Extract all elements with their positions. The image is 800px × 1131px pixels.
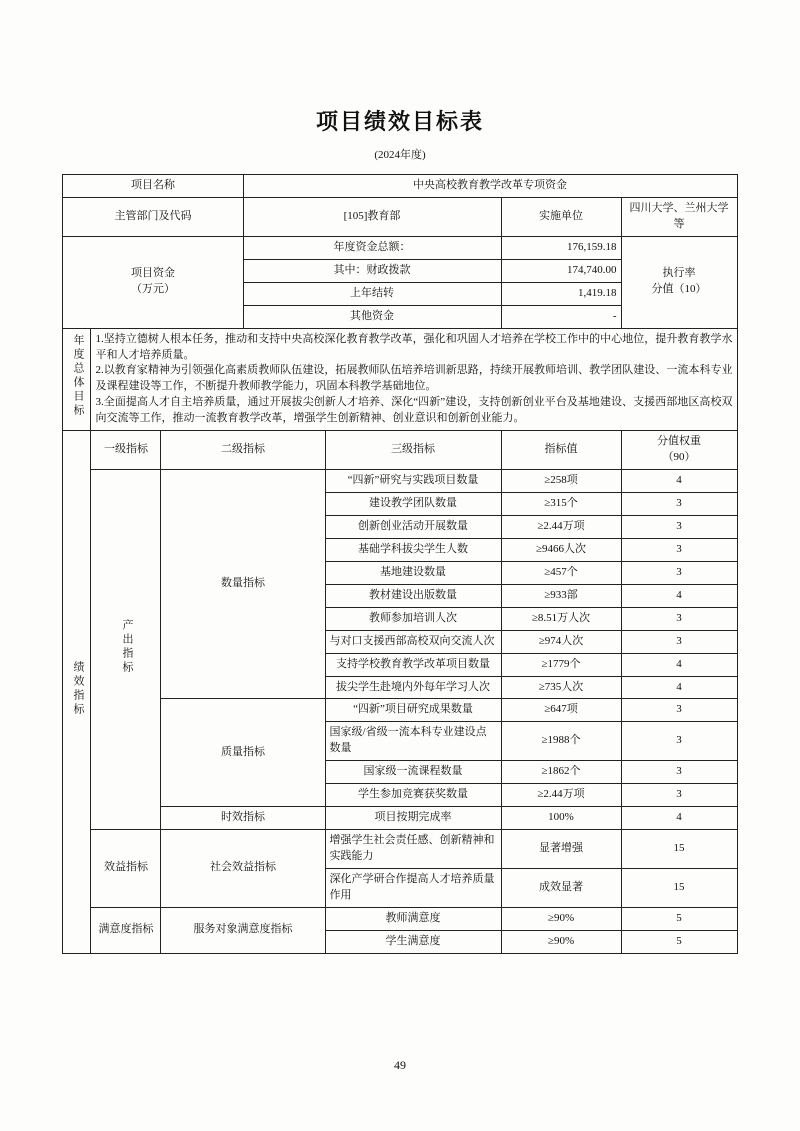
table-row-funds-1: [63, 236, 737, 259]
indicator-value: ≥1862个: [501, 761, 621, 784]
indicator-value: 100%: [501, 807, 621, 830]
indicator-name: 与对口支援西部高校双向交流人次: [325, 630, 501, 653]
table-row: [63, 807, 737, 830]
indicator-weight: 3: [621, 722, 737, 761]
indicator-weight: 3: [621, 630, 737, 653]
indicator-name: 国家级一流课程数量: [325, 761, 501, 784]
exec-rate-label: [621, 236, 737, 328]
header-level2: 二级指标: [161, 431, 325, 470]
annual-goal-paragraph: 2.以教育家精神为引领强化高素质教师队伍建设，拓展教师队伍培养培训新思路，持续开展教师培训、教学团队建设、一流本科专业及课程建设等工作，不断提升教师教学能力，巩固本科教学基础地位。: [95, 364, 733, 393]
indicator-value: 显著增强: [501, 830, 621, 869]
indicator-weight: 5: [621, 907, 737, 930]
header-level1: 一级指标: [91, 431, 161, 470]
indicators-row-label: [63, 431, 91, 954]
unit-label: 实施单位: [501, 197, 621, 236]
annual-goal-label-text: 年度总体目标: [71, 334, 84, 419]
exec-rate-line2: 分值（10）: [651, 283, 707, 296]
header-weight-line2: （90）: [662, 451, 696, 464]
indicator-name: 教师参加培训人次: [325, 607, 501, 630]
project-name-value: 中央高校教育教学改革专项资金: [243, 175, 737, 198]
level1-benefit: 效益指标: [91, 830, 161, 908]
annual-goal-paragraph: 3.全面提高人才自主培养质量，通过开展拔尖创新人才培养、深化“四新”建设，支持创新创业平台及基地建设、支援西部地区高校双向交流等工作，推动一流教育教学改革，增强学生创新精神、创业意识和创新创业能力。: [95, 396, 733, 425]
indicator-name: 增强学生社会责任感、创新精神和实践能力: [325, 830, 501, 869]
header-value: 指标值: [501, 431, 621, 470]
indicator-weight: 3: [621, 515, 737, 538]
funds-row-name: 年度资金总额：: [243, 236, 501, 259]
funds-label-line2: （万元）: [131, 283, 175, 296]
funds-row-value: 174,740.00: [501, 259, 621, 282]
indicator-name: 教材建设出版数量: [325, 584, 501, 607]
dept-label: 主管部门及代码: [63, 197, 243, 236]
indicator-weight: 4: [621, 676, 737, 699]
level2-quantity: 数量指标: [161, 470, 325, 699]
indicator-weight: 4: [621, 470, 737, 493]
table-row-project-name: [63, 175, 737, 198]
funds-label-line1: 项目资金: [131, 267, 175, 280]
funds-label: [63, 236, 243, 328]
indicator-name: 支持学校教育教学改革项目数量: [325, 653, 501, 676]
indicator-value: ≥9466人次: [501, 538, 621, 561]
indicator-value: ≥90%: [501, 907, 621, 930]
indicator-value: ≥647项: [501, 699, 621, 722]
indicator-weight: 15: [621, 830, 737, 869]
funds-row-value: -: [501, 305, 621, 328]
indicator-name: “四新”研究与实践项目数量: [325, 470, 501, 493]
indicator-name: 学生满意度: [325, 930, 501, 953]
indicator-weight: 3: [621, 538, 737, 561]
indicator-value: ≥1779个: [501, 653, 621, 676]
indicator-weight: 4: [621, 807, 737, 830]
dept-value: [105]教育部: [243, 197, 501, 236]
indicator-name: 教师满意度: [325, 907, 501, 930]
indicator-value: ≥1988个: [501, 722, 621, 761]
annual-goal-paragraph: 1.坚持立德树人根本任务，推动和支持中央高校深化教育教学改革，强化和巩固人才培养在学校工作中的中心地位，提升教育教学水平和人才培养质量。: [95, 332, 733, 361]
indicator-value: ≥933部: [501, 584, 621, 607]
header-weight-line1: 分值权重: [657, 435, 702, 448]
project-name-label: 项目名称: [63, 175, 243, 198]
performance-goal-table: [62, 174, 737, 954]
unit-value: 四川大学、兰州大学等: [621, 197, 737, 236]
exec-rate-line1: 执行率: [662, 267, 696, 280]
indicator-weight: 3: [621, 607, 737, 630]
indicator-name: 基地建设数量: [325, 561, 501, 584]
indicator-weight: 3: [621, 493, 737, 516]
page-number: 49: [394, 1058, 406, 1072]
table-row-annual-goal: [63, 328, 737, 431]
level2-social-benefit: 社会效益指标: [161, 830, 325, 908]
indicator-value: ≥8.51万人次: [501, 607, 621, 630]
indicator-value: ≥315个: [501, 493, 621, 516]
table-row: [63, 830, 737, 869]
indicator-value: ≥2.44万项: [501, 784, 621, 807]
level1-satisfaction: 满意度指标: [91, 907, 161, 953]
table-row: [63, 699, 737, 722]
indicator-weight: 15: [621, 868, 737, 907]
indicator-name: 建设教学团队数量: [325, 493, 501, 516]
indicator-weight: 3: [621, 784, 737, 807]
indicator-name: 拔尖学生赴境内外每年学习人次: [325, 676, 501, 699]
indicator-weight: 4: [621, 653, 737, 676]
table-row-department: [63, 197, 737, 236]
indicator-name: 深化产学研合作提高人才培养质量作用: [325, 868, 501, 907]
indicator-value: ≥2.44万项: [501, 515, 621, 538]
level2-service-satisfaction: 服务对象满意度指标: [161, 907, 325, 953]
page-subtitle: (2024年度): [374, 149, 426, 161]
annual-goal-label: [63, 328, 91, 431]
annual-goal-content: [91, 328, 737, 431]
indicator-value: ≥735人次: [501, 676, 621, 699]
indicator-weight: 4: [621, 584, 737, 607]
indicator-name: 项目按期完成率: [325, 807, 501, 830]
indicator-weight: 3: [621, 761, 737, 784]
indicator-name: 学生参加竞赛获奖数量: [325, 784, 501, 807]
funds-row-name: 其他资金: [243, 305, 501, 328]
table-row-indicator-header: [63, 431, 737, 470]
indicators-row-label-text: 绩效指标: [71, 660, 84, 717]
indicator-value: ≥258项: [501, 470, 621, 493]
header-level3: 三级指标: [325, 431, 501, 470]
funds-row-value: 1,419.18: [501, 282, 621, 305]
funds-row-name: 上年结转: [243, 282, 501, 305]
funds-row-value: 176,159.18: [501, 236, 621, 259]
indicator-name: 国家级/省级一流本科专业建设点数量: [325, 722, 501, 761]
indicator-value: ≥457个: [501, 561, 621, 584]
indicator-weight: 3: [621, 561, 737, 584]
indicator-value: 成效显著: [501, 868, 621, 907]
indicator-name: 基础学科拔尖学生人数: [325, 538, 501, 561]
page-title: 项目绩效目标表: [315, 109, 484, 134]
indicator-weight: 3: [621, 699, 737, 722]
level1-output: [91, 470, 161, 830]
level1-output-text: 产出指标: [120, 618, 133, 675]
funds-row-name: 其中：财政拨款: [243, 259, 501, 282]
indicator-value: ≥90%: [501, 930, 621, 953]
indicator-value: ≥974人次: [501, 630, 621, 653]
table-row: [63, 470, 737, 493]
table-row: [63, 907, 737, 930]
level2-timeliness: 时效指标: [161, 807, 325, 830]
header-weight: [621, 431, 737, 470]
indicator-name: 创新创业活动开展数量: [325, 515, 501, 538]
indicator-weight: 5: [621, 930, 737, 953]
level2-quality: 质量指标: [161, 699, 325, 807]
indicator-name: “四新”项目研究成果数量: [325, 699, 501, 722]
